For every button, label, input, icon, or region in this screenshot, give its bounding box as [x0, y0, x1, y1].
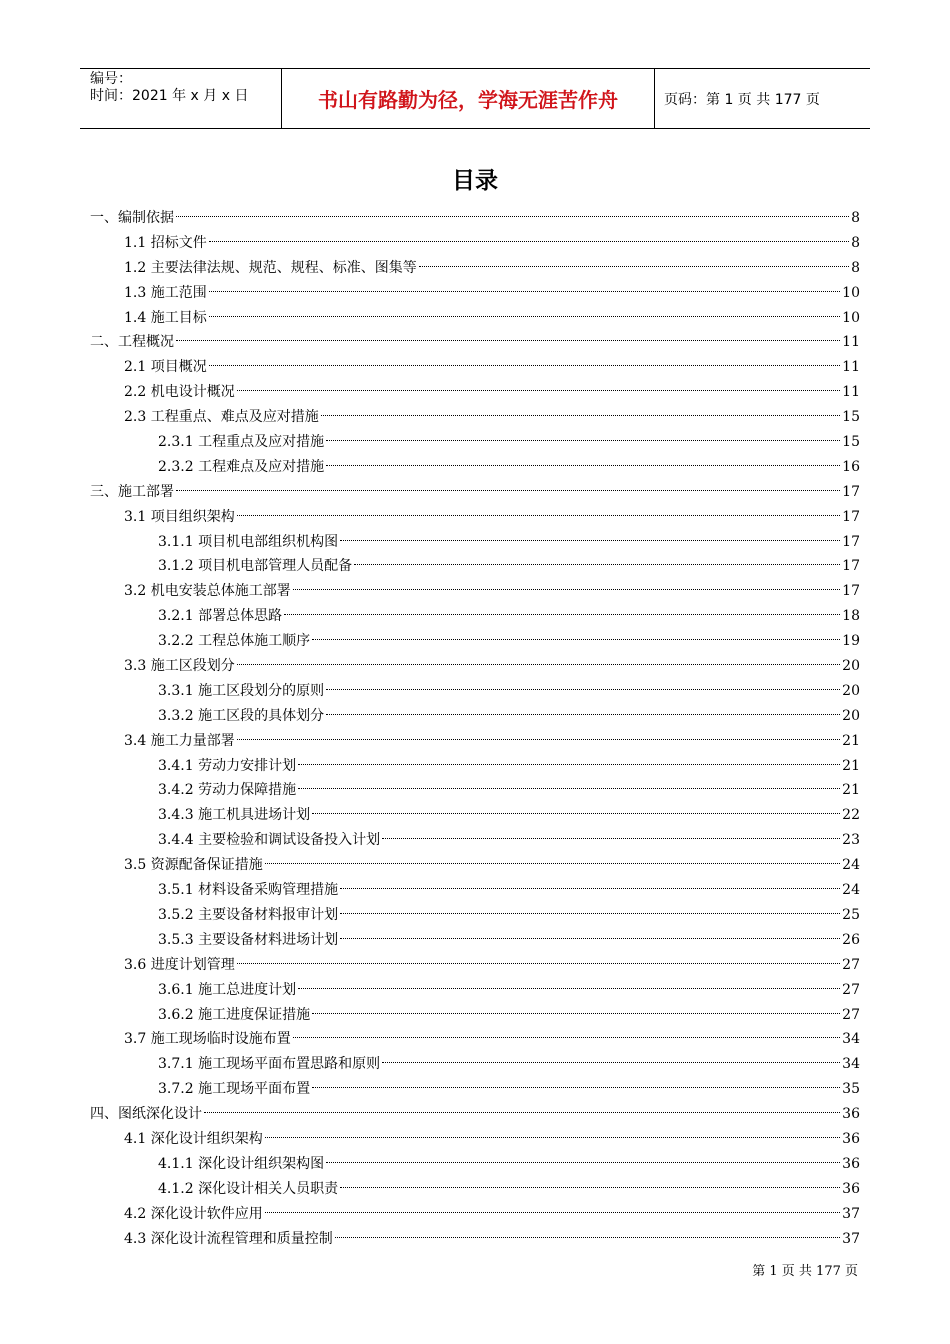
toc-leader-dots — [335, 1237, 840, 1238]
toc-entry-page: 20 — [842, 707, 860, 724]
toc-entry-page: 23 — [842, 832, 860, 849]
toc-entry[interactable] — [90, 679, 860, 704]
toc-leader-dots — [293, 1037, 840, 1038]
toc-entry-page: 8 — [851, 259, 860, 276]
toc-leader-dots — [237, 963, 840, 964]
toc-leader-dots — [321, 415, 840, 416]
toc-entry-page: 21 — [842, 732, 860, 749]
toc-entry-page: 19 — [842, 633, 860, 650]
toc-leader-dots — [354, 564, 840, 565]
toc-entry-page: 37 — [842, 1230, 860, 1247]
toc-entry[interactable] — [90, 828, 860, 853]
toc-entry-title: 3.4.3 施工机具进场计划 — [158, 807, 311, 824]
toc-entry[interactable] — [90, 480, 860, 505]
toc-entry[interactable] — [90, 256, 860, 281]
toc-entry-title: 2.3 工程重点、难点及应对措施 — [124, 409, 319, 426]
toc-leader-dots — [209, 316, 840, 317]
toc-entry-title: 2.3.2 工程难点及应对措施 — [158, 458, 325, 475]
toc-entry-page: 21 — [842, 757, 860, 774]
toc-entry-page: 8 — [851, 210, 860, 226]
toc-entry-title: 2.3.1 工程重点及应对措施 — [158, 434, 325, 451]
toc-entry-page: 37 — [842, 1205, 860, 1222]
toc-entry-page: 11 — [842, 384, 860, 401]
toc-leader-dots — [312, 1013, 840, 1014]
toc-entry[interactable] — [90, 306, 860, 331]
toc-entry-page: 27 — [842, 956, 860, 973]
toc-entry-title: 2.1 项目概况 — [124, 359, 207, 376]
toc-leader-dots — [382, 1062, 840, 1063]
toc-entry[interactable] — [90, 878, 860, 903]
toc-entry-title: 3.4.4 主要检验和调试设备投入计划 — [158, 832, 381, 849]
toc-entry-title: 1.2 主要法律法规、规范、规程、标准、图集等 — [124, 259, 417, 276]
toc-entry-page: 15 — [842, 434, 860, 451]
toc-entry-title: 3.4.2 劳动力保障措施 — [158, 782, 297, 799]
toc-leader-dots — [312, 1087, 840, 1088]
toc-entry[interactable] — [90, 455, 860, 480]
toc-entry-title: 4.1 深化设计组织架构 — [124, 1130, 263, 1147]
toc-entry-title: 4.1.1 深化设计组织架构图 — [158, 1155, 325, 1172]
toc-entry-title: 4.1.2 深化设计相关人员职责 — [158, 1180, 339, 1197]
toc-entry[interactable] — [90, 405, 860, 430]
toc-entry[interactable] — [90, 1177, 860, 1202]
toc-entry-title: 1.1 招标文件 — [124, 234, 207, 251]
toc-entry[interactable] — [90, 430, 860, 455]
toc-entry-title: 3.4 施工力量部署 — [124, 732, 235, 749]
toc-entry-title: 3.7 施工现场临时设施布置 — [124, 1031, 291, 1048]
toc-entry-title: 2.2 机电设计概况 — [124, 384, 235, 401]
toc-entry-title: 3.4.1 劳动力安排计划 — [158, 757, 297, 774]
toc-leader-dots — [419, 266, 849, 267]
toc-leader-dots — [209, 241, 849, 242]
toc-entry-title: 3.5.3 主要设备材料进场计划 — [158, 931, 339, 948]
toc-leader-dots — [298, 764, 840, 765]
toc-leader-dots — [340, 1187, 840, 1188]
toc-entry-page: 27 — [842, 1006, 860, 1023]
toc-entry[interactable] — [90, 803, 860, 828]
toc-entry-page: 27 — [842, 981, 860, 998]
toc-entry[interactable] — [90, 1127, 860, 1152]
toc-entry-page: 25 — [842, 906, 860, 923]
toc-leader-dots — [326, 689, 840, 690]
toc-entry[interactable] — [90, 853, 860, 878]
toc-entry-page: 26 — [842, 931, 860, 948]
toc-entry-title: 三、施工部署 — [90, 483, 174, 500]
toc-entry-title: 3.7.2 施工现场平面布置 — [158, 1081, 311, 1098]
toc-leader-dots — [237, 390, 840, 391]
toc-entry-title: 3.2 机电安装总体施工部署 — [124, 583, 291, 600]
toc-leader-dots — [312, 639, 840, 640]
toc-entry[interactable] — [90, 231, 860, 256]
toc-leader-dots — [237, 739, 840, 740]
toc-leader-dots — [340, 938, 840, 939]
toc-entry-page: 10 — [842, 284, 860, 301]
toc-entry[interactable] — [90, 754, 860, 779]
toc-entry-page: 34 — [842, 1056, 860, 1073]
toc-entry-title: 3.5 资源配备保证措施 — [124, 857, 263, 874]
toc-leader-dots — [340, 888, 840, 889]
document-time-label: 时间：2021 年 x 月 x 日 — [90, 88, 249, 104]
toc-entry-page: 17 — [842, 558, 860, 575]
toc-entry-title: 3.3.2 施工区段的具体划分 — [158, 707, 325, 724]
toc-entry[interactable] — [90, 778, 860, 803]
toc-entry-page: 16 — [842, 458, 860, 475]
toc-entry-page: 24 — [842, 882, 860, 899]
toc-entry-page: 17 — [842, 583, 860, 600]
toc-leader-dots — [176, 340, 840, 341]
toc-entry[interactable] — [90, 953, 860, 978]
toc-entry[interactable] — [90, 579, 860, 604]
toc-entry[interactable] — [90, 1077, 860, 1102]
toc-leader-dots — [204, 1112, 840, 1113]
toc-entry-title: 3.1.2 项目机电部管理人员配备 — [158, 558, 353, 575]
toc-entry[interactable] — [90, 1003, 860, 1028]
toc-leader-dots — [237, 664, 840, 665]
toc-entry[interactable] — [90, 530, 860, 555]
toc-entry[interactable] — [90, 330, 860, 355]
toc-entry-page: 17 — [842, 533, 860, 550]
toc-leader-dots — [176, 490, 840, 491]
toc-entry-page: 17 — [842, 508, 860, 525]
toc-entry[interactable] — [90, 281, 860, 306]
toc-leader-dots — [293, 589, 840, 590]
toc-entry-page: 36 — [842, 1130, 860, 1147]
toc-leader-dots — [326, 440, 840, 441]
toc-entry[interactable] — [90, 654, 860, 679]
toc-entry[interactable] — [90, 1152, 860, 1177]
toc-entry[interactable] — [90, 554, 860, 579]
toc-entry[interactable] — [90, 1202, 860, 1227]
toc-entry-title: 3.2.1 部署总体思路 — [158, 608, 283, 625]
toc-entry-page: 21 — [842, 782, 860, 799]
toc-entry[interactable] — [90, 505, 860, 530]
toc-entry-title: 一、编制依据 — [90, 210, 174, 226]
toc-entry-page: 22 — [842, 807, 860, 824]
toc-entry-title: 1.4 施工目标 — [124, 309, 207, 326]
toc-entry[interactable] — [90, 928, 860, 953]
toc-leader-dots — [298, 788, 840, 789]
toc-leader-dots — [209, 291, 840, 292]
toc-entry[interactable] — [90, 355, 860, 380]
toc-leader-dots — [312, 813, 840, 814]
toc-entry[interactable] — [90, 1102, 860, 1127]
toc-title: 目录 — [452, 168, 498, 194]
toc-entry[interactable] — [90, 729, 860, 754]
toc-entry-title: 3.7.1 施工现场平面布置思路和原则 — [158, 1056, 381, 1073]
toc-leader-dots — [237, 515, 840, 516]
toc-entry[interactable] — [90, 1227, 860, 1252]
toc-leader-dots — [326, 1162, 840, 1163]
toc-leader-dots — [298, 988, 840, 989]
toc-entry-page: 10 — [842, 309, 860, 326]
toc-entry[interactable] — [90, 380, 860, 405]
toc-entry[interactable] — [90, 206, 860, 231]
page-header — [80, 68, 870, 129]
toc-entry-page: 36 — [842, 1155, 860, 1172]
toc-leader-dots — [265, 1212, 840, 1213]
toc-entry-title: 3.6.2 施工进度保证措施 — [158, 1006, 311, 1023]
toc-entry-page: 24 — [842, 857, 860, 874]
toc-entry-page: 11 — [842, 359, 860, 376]
header-motto: 书山有路勤为径，学海无涯苦作舟 — [281, 69, 655, 128]
header-meta — [80, 69, 281, 128]
toc-leader-dots — [382, 838, 840, 839]
toc-leader-dots — [209, 365, 840, 366]
toc-entry-page: 18 — [842, 608, 860, 625]
toc-leader-dots — [176, 216, 849, 217]
toc-entry-title: 3.6 进度计划管理 — [124, 956, 235, 973]
table-of-contents — [90, 206, 860, 1251]
toc-entry-page: 15 — [842, 409, 860, 426]
toc-entry-title: 3.3 施工区段划分 — [124, 658, 235, 675]
toc-entry-title: 3.5.1 材料设备采购管理措施 — [158, 882, 339, 899]
toc-entry[interactable] — [90, 903, 860, 928]
document-number-label: 编号： — [90, 71, 132, 87]
toc-entry-page: 34 — [842, 1031, 860, 1048]
toc-entry-title: 4.3 深化设计流程管理和质量控制 — [124, 1230, 333, 1247]
toc-entry[interactable] — [90, 629, 860, 654]
toc-leader-dots — [284, 614, 840, 615]
toc-entry-title: 4.2 深化设计软件应用 — [124, 1205, 263, 1222]
toc-entry-page: 20 — [842, 658, 860, 675]
header-page-info: 页码：第 1 页 共 177 页 — [664, 91, 820, 108]
toc-leader-dots — [340, 540, 840, 541]
page-footer: 第 1 页 共 177 页 — [752, 1264, 858, 1279]
toc-entry[interactable] — [90, 1027, 860, 1052]
toc-entry-title: 3.1.1 项目机电部组织机构图 — [158, 533, 339, 550]
toc-entry-title: 3.6.1 施工总进度计划 — [158, 981, 297, 998]
toc-entry-page: 11 — [842, 334, 860, 351]
toc-leader-dots — [265, 863, 840, 864]
toc-entry-page: 8 — [851, 234, 860, 251]
toc-entry[interactable] — [90, 704, 860, 729]
toc-entry[interactable] — [90, 1052, 860, 1077]
toc-entry-title: 二、工程概况 — [90, 334, 174, 351]
toc-entry-title: 1.3 施工范围 — [124, 284, 207, 301]
toc-entry-page: 36 — [842, 1106, 860, 1123]
toc-entry-title: 3.2.2 工程总体施工顺序 — [158, 633, 311, 650]
toc-leader-dots — [326, 465, 840, 466]
toc-entry-page: 35 — [842, 1081, 860, 1098]
toc-leader-dots — [265, 1137, 840, 1138]
toc-entry-page: 36 — [842, 1180, 860, 1197]
toc-leader-dots — [326, 714, 840, 715]
toc-leader-dots — [340, 913, 840, 914]
toc-entry-page: 20 — [842, 682, 860, 699]
toc-entry-title: 3.1 项目组织架构 — [124, 508, 235, 525]
toc-entry[interactable] — [90, 978, 860, 1003]
toc-entry-title: 3.3.1 施工区段划分的原则 — [158, 682, 325, 699]
toc-entry[interactable] — [90, 604, 860, 629]
toc-entry-page: 17 — [842, 483, 860, 500]
toc-entry-title: 四、图纸深化设计 — [90, 1106, 202, 1123]
toc-entry-title: 3.5.2 主要设备材料报审计划 — [158, 906, 339, 923]
